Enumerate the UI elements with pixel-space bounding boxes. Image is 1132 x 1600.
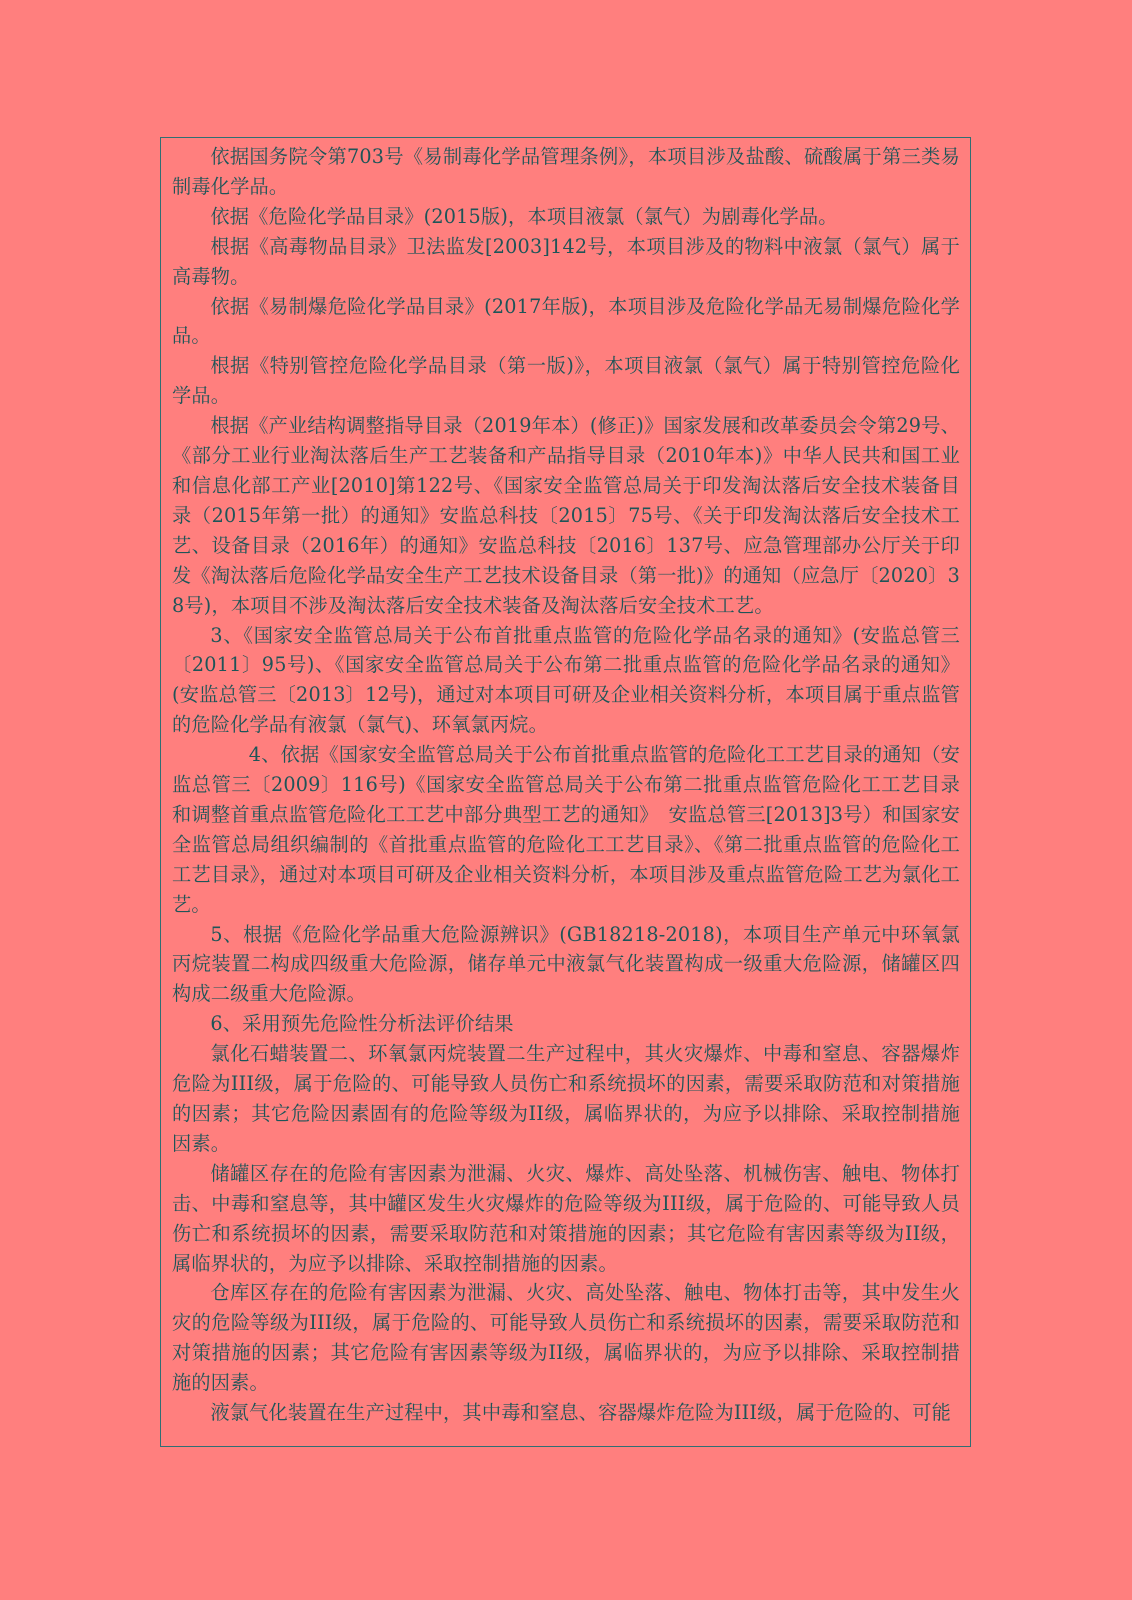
paragraph-key-supervised-processes: 4、依据《国家安全监管总局关于公布首批重点监管的危险化工工艺目录的通知（安监总管三〔2009〕116号)《国家安全监管总局关于公布第二批重点监管危险化工工艺目录和调整首重点监管危险化工工艺中部分典型工艺的通知》 安监总管三[2013]3号）和国家安全监管总局组织编制的《首批重点监管的危险化工工艺目录》、《第二批重点监管的危险化工工艺目录》，通过对本项目可研及企业相关资料分析，本项目涉及重点监管危险工艺为氯化工艺。 xyxy=(172,743,960,916)
paragraph-pha-chlorine-vaporizer: 液氯气化装置在生产过程中，其中毒和窒息、容器爆炸危险为III级，属于危险的、可能 xyxy=(210,1401,952,1425)
paragraph-toxic-chemicals: 依据《危险化学品目录》(2015版)，本项目液氯（氯气）为剧毒化学品。 xyxy=(210,204,838,228)
paragraph-major-hazard-sources: 5、根据《危险化学品重大危险源辨识》(GB18218-2018)，本项目生产单元中环氧氯丙烷装置二构成四级重大危险源，储存单元中液氯气化装置构成一级重大危险源，储罐区四构成二级重大危险源。 xyxy=(172,922,960,1006)
paragraph-highly-toxic-substances: 根据《高毒物品目录》卫法监发[2003]142号，本项目涉及的物料中液氯（氯气）属于高毒物。 xyxy=(172,234,960,288)
paragraph-pha-warehouse: 仓库区存在的危险有害因素为泄漏、火灾、高处坠落、触电、物体打击等，其中发生火灾的危险等级为III级，属于危险的、可能导致人员伤亡和系统损坏的因素，需要采取防范和对策措施的因素；其它危险有害因素等级为II级，属临界状的，为应予以排除、采取控制措施的因素。 xyxy=(172,1281,960,1395)
paragraph-precursor-chemicals: 依据国务院令第703号《易制毒化学品管理条例》，本项目涉及盐酸、硫酸属于第三类易制毒化学品。 xyxy=(172,145,960,198)
paragraph-pha-heading: 6、采用预先危险性分析法评价结果 xyxy=(210,1012,514,1036)
paragraph-pha-production-units: 氯化石蜡装置二、环氧氯丙烷装置二生产过程中，其火灾爆炸、中毒和窒息、容器爆炸危险为III级，属于危险的、可能导致人员伤亡和系统损坏的因素，需要采取防范和对策措施的因素；其它危险因素固有的危险等级为II级，属临界状的，为应予以排除、采取控制措施因素。 xyxy=(172,1042,960,1155)
document-frame xyxy=(160,137,971,1447)
paragraph-special-control-chemicals: 根据《特别管控危险化学品目录（第一版)》，本项目液氯（氯气）属于特别管控危险化学品。 xyxy=(172,354,960,408)
paragraph-industrial-policy: 根据《产业结构调整指导目录（2019年本）(修正)》国家发展和改革委员会令第29号、《部分工业行业淘汰落后生产工艺装备和产品指导目录（2010年本)》中华人民共和国工业和信息化部工产业[2010]第122号、《国家安全监管总局关于印发淘汰落后安全技术装备目录（2015年第一批）的通知》安监总科技〔2015〕75号、《关于印发淘汰落后安全技术工艺、设备目录（2016年）的通知》安监总科技〔2016〕137号、应急管理部办公厅关于印发《淘汰落后危险化学品安全生产工艺技术设备目录（第一批)》的通知（应急厅〔2020〕38号)，本项目不涉及淘汰落后安全技术装备及淘汰落后安全技术工艺。 xyxy=(172,414,960,617)
paragraph-pha-tank-farm: 储罐区存在的危险有害因素为泄漏、火灾、爆炸、高处坠落、机械伤害、触电、物体打击、中毒和窒息等，其中罐区发生火灾爆炸的危险等级为III级，属于危险的、可能导致人员伤亡和系统损坏的因素，需要采取防范和对策措施的因素；其它危险有害因素等级为II级，属临界状的，为应予以排除、采取控制措施的因素。 xyxy=(172,1161,960,1275)
paragraph-key-supervised-chemicals: 3、《国家安全监管总局关于公布首批重点监管的危险化学品名录的通知》(安监总管三〔2011〕95号)、《国家安全监管总局关于公布第二批重点监管的危险化学品名录的通知》(安监总管三〔2013〕12号)，通过对本项目可研及企业相关资料分析，本项目属于重点监管的危险化学品有液氯（氯气)、环氧氯丙烷。 xyxy=(172,623,960,737)
paragraph-explosive-precursors: 依据《易制爆危险化学品目录》(2017年版)，本项目涉及危险化学品无易制爆危险化学品。 xyxy=(172,294,960,348)
